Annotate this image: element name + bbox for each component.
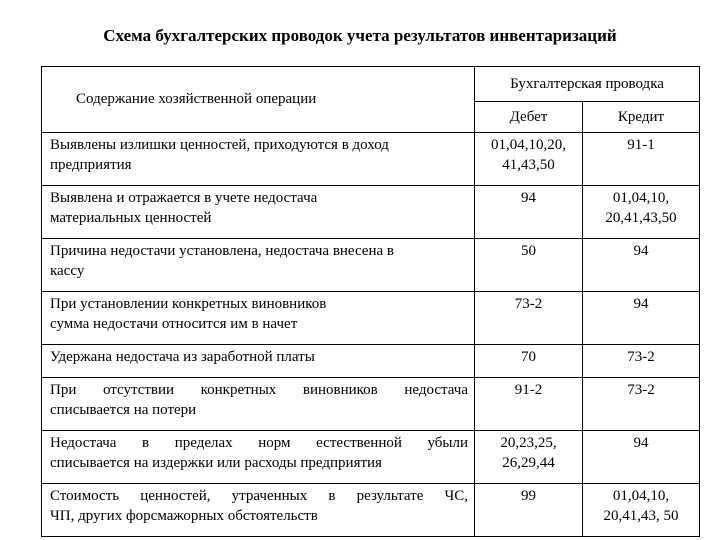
credit-cell: 73-2 — [583, 345, 700, 378]
header-posting-group: Бухгалтерская проводка — [475, 67, 700, 102]
debit-cell: 01,04,10,20, 41,43,50 — [475, 133, 583, 186]
table-row — [42, 484, 700, 537]
header-credit: Кредит — [583, 102, 700, 133]
credit-cell: 94 — [583, 292, 700, 345]
operation-cell: Недостача в пределах норм естественной убыли списывается на издержки или расходы предприятия — [42, 431, 475, 484]
debit-cell: 20,23,25, 26,29,44 — [475, 431, 583, 484]
operation-cell: Выявлена и отражается в учете недостача материальных ценностей — [42, 186, 475, 239]
debit-cell: 91-2 — [475, 378, 583, 431]
debit-cell: 99 — [475, 484, 583, 537]
header-debit: Дебет — [475, 102, 583, 133]
credit-cell: 01,04,10, 20,41,43, 50 — [583, 484, 700, 537]
credit-cell: 01,04,10, 20,41,43,50 — [583, 186, 700, 239]
operation-cell: Выявлены излишки ценностей, приходуются в доход предприятия — [42, 133, 475, 186]
page-title: Схема бухгалтерских проводок учета результатов инвентаризаций — [103, 26, 617, 45]
credit-cell: 94 — [583, 431, 700, 484]
operation-cell: При отсутствии конкретных виновников недостача списывается на потери — [42, 378, 475, 431]
operation-cell: Причина недостачи установлена, недостача внесена в кассу — [42, 239, 475, 292]
debit-cell: 94 — [475, 186, 583, 239]
operation-cell: При установлении конкретных виновников сумма недостачи относится им в начет — [42, 292, 475, 345]
table-row — [42, 292, 700, 345]
header-operation: Содержание хозяйственной операции — [42, 67, 475, 133]
operation-cell: Стоимость ценностей, утраченных в результате ЧС, ЧП, других форсмажорных обстоятельств — [42, 484, 475, 537]
debit-cell: 50 — [475, 239, 583, 292]
ledger-table — [41, 66, 700, 537]
credit-cell: 73-2 — [583, 378, 700, 431]
table-row — [42, 378, 700, 431]
credit-cell: 94 — [583, 239, 700, 292]
debit-cell: 70 — [475, 345, 583, 378]
table-row — [42, 186, 700, 239]
credit-cell: 91-1 — [583, 133, 700, 186]
table-row — [42, 345, 700, 378]
table-row — [42, 431, 700, 484]
operation-cell: Удержана недостача из заработной платы — [42, 345, 475, 378]
header-row-group — [42, 67, 700, 102]
table-row — [42, 239, 700, 292]
table-row — [42, 133, 700, 186]
debit-cell: 73-2 — [475, 292, 583, 345]
